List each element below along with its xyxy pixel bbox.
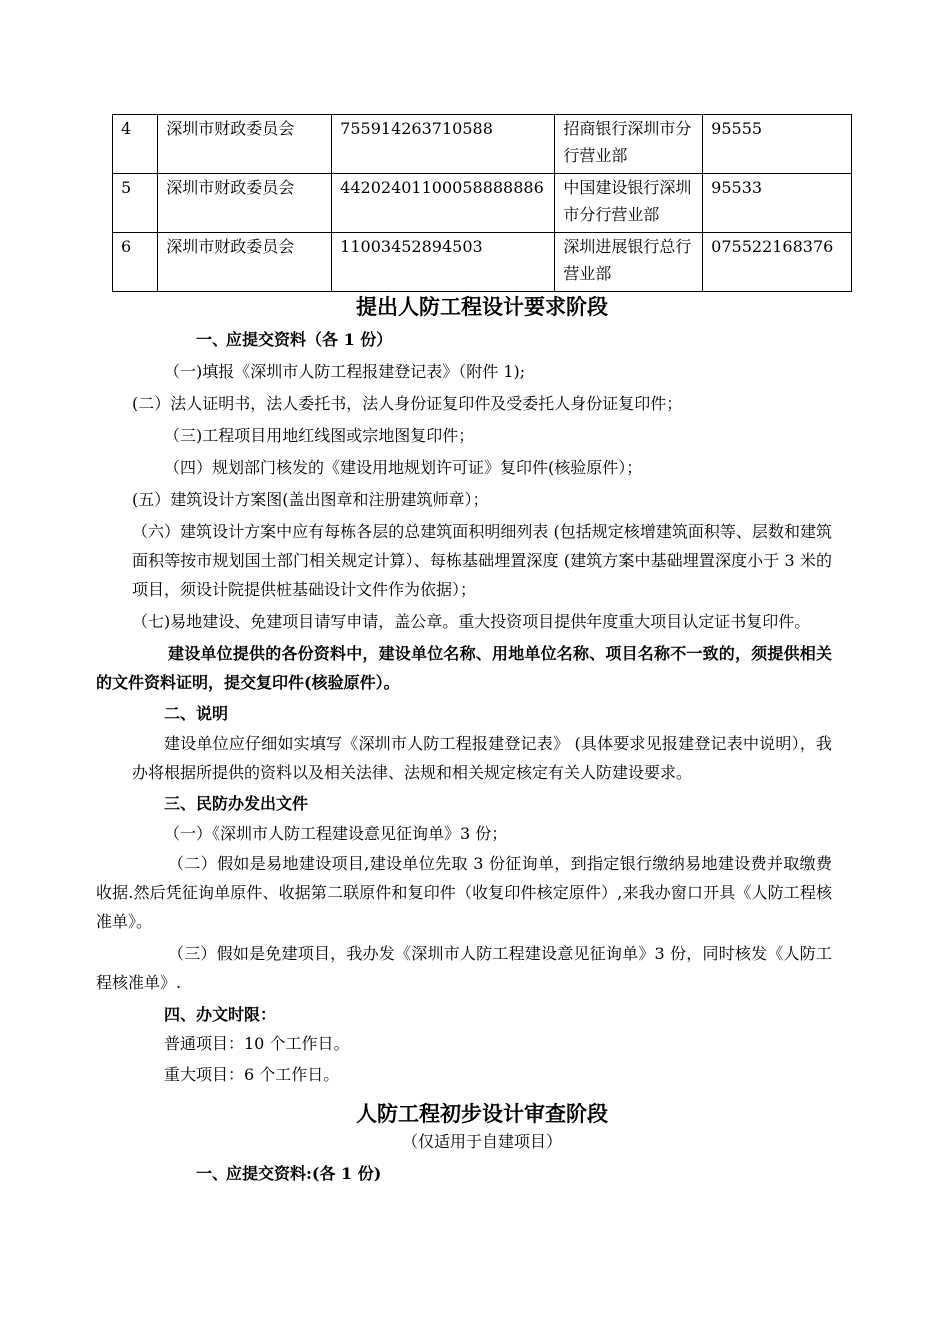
bank-phone: 95533 — [703, 174, 852, 233]
section-heading: 三、民防办发出文件 — [164, 794, 309, 813]
table-row — [113, 115, 852, 174]
bank-name: 深圳进展银行总行营业部 — [555, 233, 703, 292]
account-number: 11003452894503 — [332, 233, 555, 292]
bank-phone: 075522168376 — [703, 233, 852, 292]
account-number: 44202401100058888886 — [332, 174, 555, 233]
section-subtitle: （仅适用于自建项目） — [401, 1132, 562, 1151]
paragraph: 建设单位应仔细如实填写《深圳市人防工程报建登记表》 (具体要求见报建登记表中说明），我办将根据所提供的资料以及相关法律、法规和相关规定核定有关人防建设要求。 — [132, 734, 832, 782]
bank-account-table — [112, 114, 852, 292]
heading-text: 应提交资料:(各 1 份) — [226, 1164, 382, 1183]
heading-number: 一、 — [196, 330, 229, 349]
bank-phone: 95555 — [703, 115, 852, 174]
list-item: （六）建筑设计方案中应有每栋各层的总建筑面积明细列表 (包括规定核增建筑面积等、层数和建筑面积等按市规划国土部门相关规定计算）、每栋基础埋置深度 (建筑方案中基础埋置深度小于 3 米的项目，须设计院提供桩基础设计文件作为依据）； — [132, 522, 832, 599]
section-heading — [132, 325, 832, 354]
table-row — [113, 174, 852, 233]
bold-note: 建设单位提供的各份资料中，建设单位名称、用地单位名称、项目名称不一致的，须提供相关的文件资料证明，提交复印件(核验原件）。 — [96, 644, 832, 692]
account-name: 深圳市财政委员会 — [158, 174, 332, 233]
bank-name: 招商银行深圳市分行营业部 — [555, 115, 703, 174]
list-item: （三）假如是免建项目，我办发《深圳市人防工程建设意见征询单》3 份，同时核发《人防工程核准单》. — [96, 944, 832, 992]
list-item: （一)填报《深圳市人防工程报建登记表》（附件 1); — [164, 362, 526, 381]
list-item: （四）规划部门核发的《建设用地规划许可证》复印件(核验原件）； — [164, 458, 643, 477]
row-number: 6 — [113, 233, 158, 292]
account-name: 深圳市财政委员会 — [158, 233, 332, 292]
bank-name: 中国建设银行深圳市分行营业部 — [555, 174, 703, 233]
list-item: (五）建筑设计方案图(盖出图章和注册建筑师章）； — [132, 490, 489, 509]
list-item: （一）《深圳市人防工程建设意见征询单》3 份； — [164, 824, 508, 843]
list-item: （七)易地建设、免建项目请写申请，盖公章。重大投资项目提供年度重大项目认定证书复印件。 — [132, 612, 811, 631]
section-heading — [132, 1159, 832, 1188]
list-item: （二）假如是易地建设项目,建设单位先取 3 份征询单，到指定银行缴纳易地建设费并取缴费收据.然后凭征询单原件、收据第二联原件和复印件（收复印件核定原件）,来我办窗口开具《人防工程核准单》。 — [96, 854, 832, 931]
section-heading: 二、说明 — [164, 704, 229, 723]
document-body — [96, 292, 832, 1188]
table-row — [113, 233, 852, 292]
heading-text: 应提交资料（各 1 份） — [226, 330, 393, 349]
section-title: 提出人防工程设计要求阶段 — [356, 294, 608, 319]
list-item: (二）法人证明书，法人委托书，法人身份证复印件及受委托人身份证复印件； — [132, 394, 683, 413]
heading-number: 一、 — [196, 1164, 229, 1183]
section-heading: 四、办文时限： — [164, 1005, 277, 1024]
row-number: 4 — [113, 115, 158, 174]
paragraph: 重大项目：6 个工作日。 — [164, 1065, 340, 1084]
account-name: 深圳市财政委员会 — [158, 115, 332, 174]
account-number: 755914263710588 — [332, 115, 555, 174]
row-number: 5 — [113, 174, 158, 233]
paragraph: 普通项目：10 个工作日。 — [164, 1034, 350, 1053]
list-item: （三)工程项目用地红线图或宗地图复印件； — [164, 426, 475, 445]
section-title: 人防工程初步设计审查阶段 — [356, 1101, 608, 1126]
